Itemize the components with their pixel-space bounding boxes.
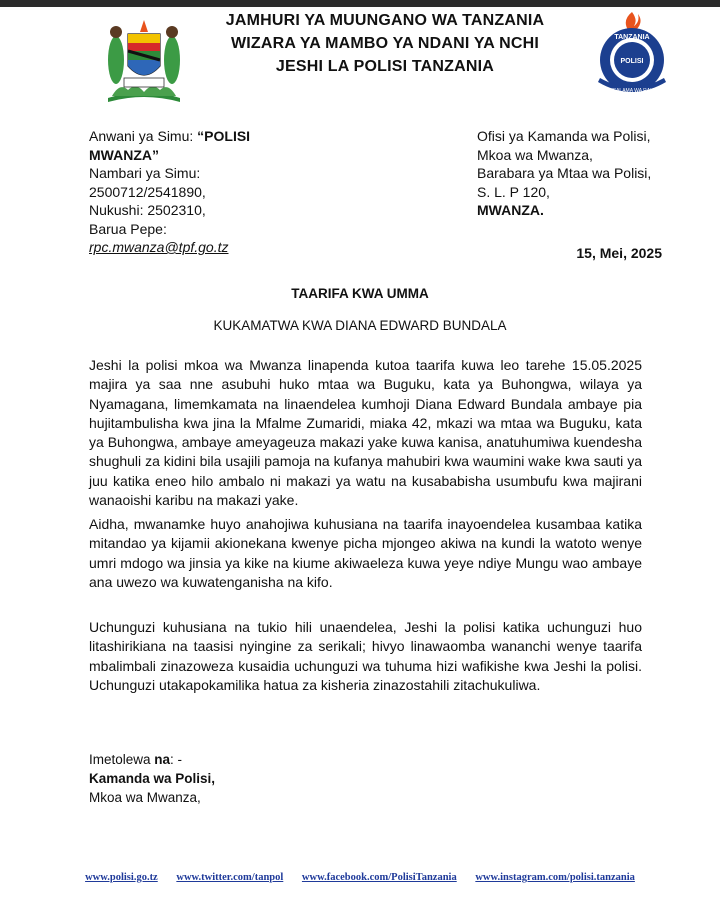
document-date: 15, Mei, 2025 (576, 245, 662, 261)
signatory-title: Kamanda wa Polisi, (89, 771, 216, 786)
footer-link-facebook[interactable]: www.facebook.com/PolisiTanzania (301, 872, 457, 883)
sender-contact-block (89, 127, 250, 257)
fax-line: Nukushi: 2502310, (89, 202, 206, 218)
issued-by-prefix: Imetolewa (89, 752, 155, 767)
office-line-5: MWANZA. (477, 202, 544, 218)
seal-text-bottom: USALAMA WA RAIA (609, 88, 655, 94)
office-line-2: Mkoa wa Mwanza, (477, 146, 593, 163)
issued-by-suffix: : - (170, 752, 183, 767)
footer-link-instagram[interactable]: www.instagram.com/polisi.tanzania (475, 872, 635, 883)
email-label: Barua Pepe: (89, 220, 167, 237)
phone-value: 2500712/2541890, (89, 183, 206, 200)
signature-block (89, 750, 215, 807)
coat-of-arms-icon (98, 12, 190, 104)
phone-label: Nambari ya Simu: (89, 165, 201, 181)
seal-text-top: TANZANIA (614, 34, 650, 41)
issued-by-bold: na (154, 752, 171, 767)
office-line-3: Barabara ya Mtaa wa Polisi, (477, 165, 652, 181)
body-paragraph-3: Uchunguzi kuhusiana na tukio hili unaendelea, Jeshi la polisi katika uchunguzi huo litashirikiana na taasisi nyingine za serikali; hivyo linawaomba wananchi wenye taarifa mbalimbali zinazoweza kusaidia uchunguzi wa tuhuma hizi wafikishe kwa Jeshi la polisi. Uchunguzi utakapokamilika hatua za kisheria zinazostahili zitachukuliwa. (89, 619, 642, 693)
telegraph-label: Anwani ya Simu: (89, 128, 198, 144)
body-paragraph-1: Jeshi la polisi mkoa wa Mwanza linapenda kutoa taarifa kuwa leo tarehe 15.05.2025 majira ya saa nne asubuhi huko mtaa wa Buguku, kata ya Buhongwa, wilaya ya Nyamagana, limemkamata na linaendelea kumhoji Diana Edward Bundala ambaye pia hujitambulisha kwa jina la Mfalme Zumaridi, miaka 42, mkazi wa mtaa wa Buguku, kata ya Buhongwa, ambaye ameyageuza makazi yake kuwa kanisa, anatuhumiwa kuendesha shughuli za kidini bila usajili pamoja na kufanya mahubiri kwa waumini wake kwa sauti ya juu katika eneo hilo ambalo ni makazi ya watu na kusababisha usumbufu kwa majirani wanaoishi karibu na makazi yake. (89, 357, 642, 509)
police-seal-icon (584, 8, 680, 100)
header-line-republic: JAMHURI YA MUUNGANO WA TANZANIA (225, 12, 545, 29)
footer-links (0, 872, 720, 883)
office-address-block (477, 127, 651, 220)
top-border-bar (0, 0, 720, 7)
header-line-police: JESHI LA POLISI TANZANIA (275, 58, 495, 75)
document-subtitle: KUKAMATWA KWA DIANA EDWARD BUNDALA (213, 318, 507, 333)
email-link[interactable]: rpc.mwanza@tpf.go.tz (89, 239, 229, 255)
footer-link-website[interactable]: www.polisi.go.tz (85, 872, 158, 883)
office-line-4: S. L. P 120, (477, 183, 550, 200)
signatory-region: Mkoa wa Mwanza, (89, 790, 201, 805)
footer-link-twitter[interactable]: www.twitter.com/tanpol (176, 872, 284, 883)
office-line-1: Ofisi ya Kamanda wa Polisi, (477, 128, 651, 144)
body-paragraph-2: Aidha, mwanamke huyo anahojiwa kuhusiana na taarifa inayoendelea kusambaa katika mitandao ya kijamii akionekana kwenye picha mjongeo akiwa na kundi la watoto wenye umri mdogo wa jinsia ya kike na kiume akiwaeleza kuwa yeye ndiye Mungu wao ambaye ana uwezo wa kuwatenganisha na kifo. (89, 516, 642, 590)
telegraph-value-1: “POLISI (197, 128, 251, 144)
header-line-ministry: WIZARA YA MAMBO YA NDANI YA NCHI (230, 35, 540, 52)
telegraph-value-2: MWANZA” (89, 146, 159, 163)
document-title: TAARIFA KWA UMMA (291, 286, 429, 301)
seal-text-mid: POLISI (620, 58, 644, 65)
